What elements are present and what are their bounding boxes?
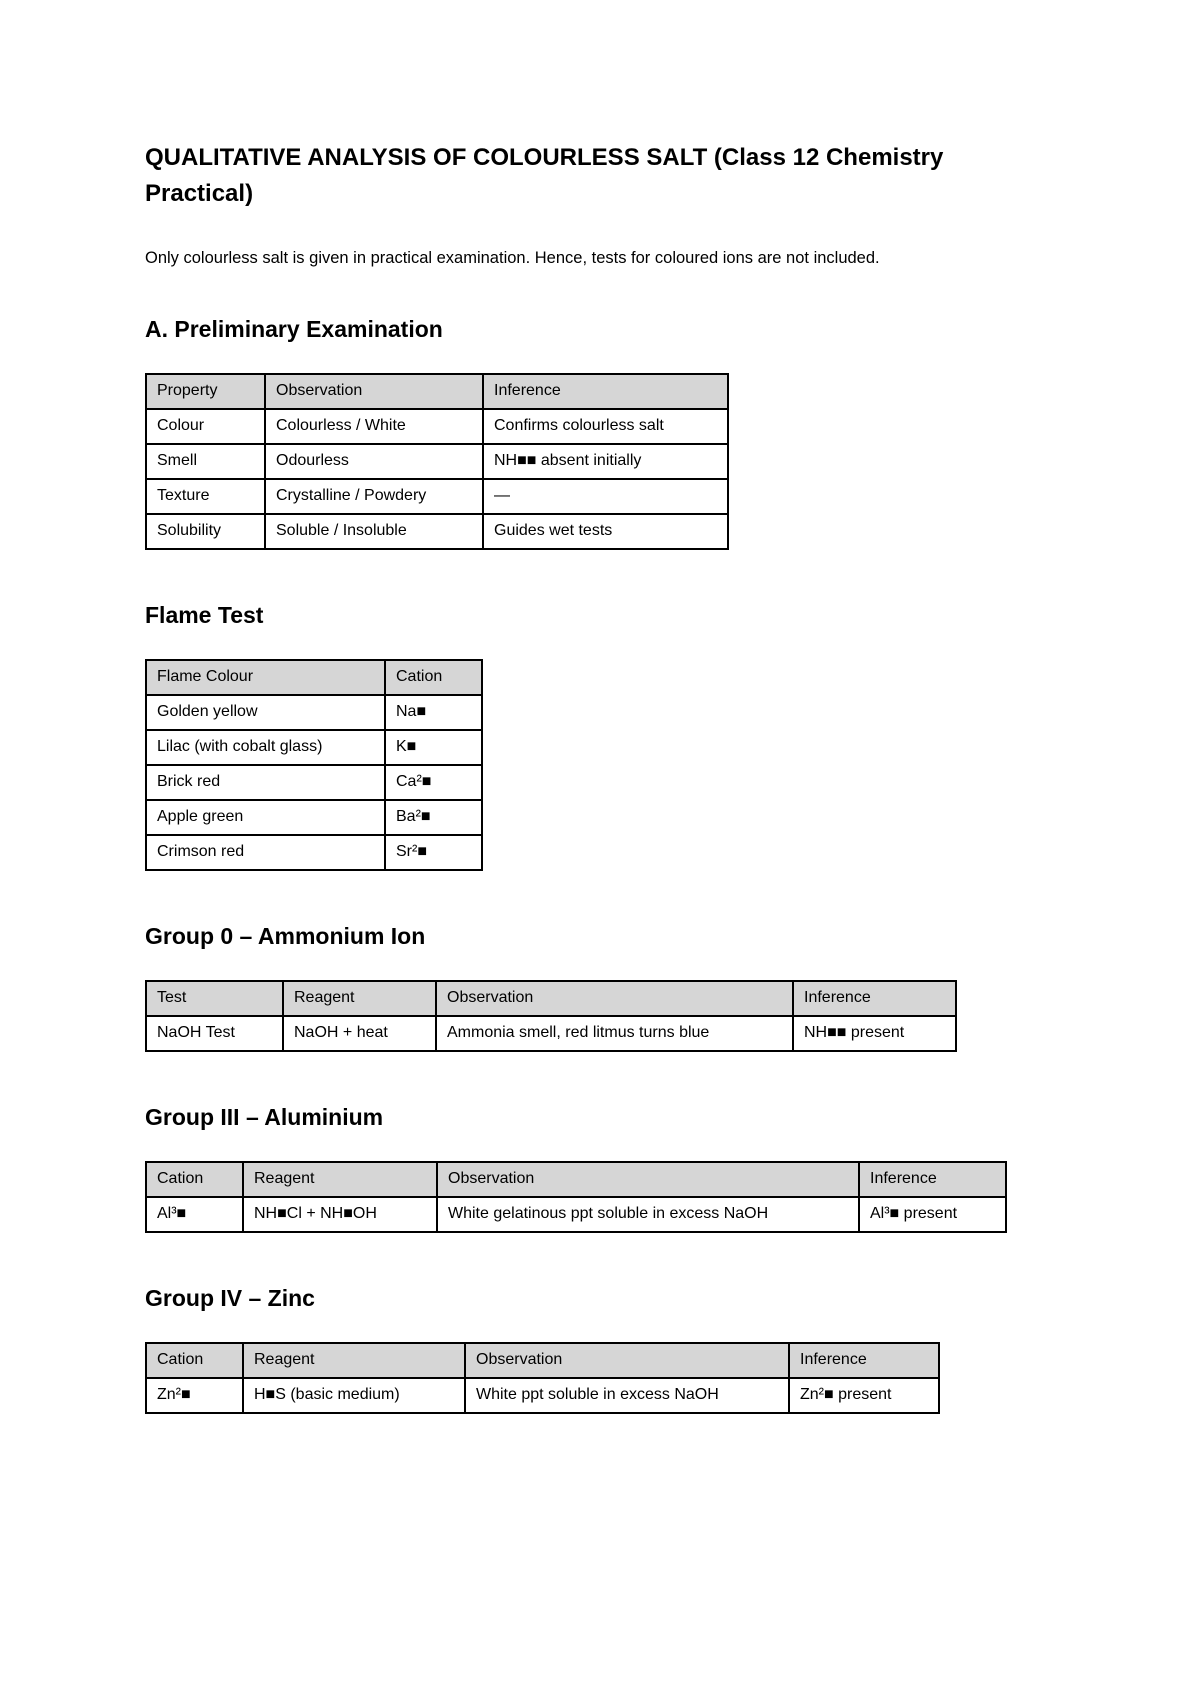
table-cell: Na■ — [385, 695, 482, 730]
table-cell: Zn²■ present — [789, 1378, 939, 1413]
table-cell: NaOH Test — [146, 1016, 283, 1051]
preliminary-examination-table — [145, 373, 729, 550]
table-row — [146, 409, 728, 444]
table-cell: White ppt soluble in excess NaOH — [465, 1378, 789, 1413]
table-cell: — — [483, 479, 728, 514]
table-row — [146, 730, 482, 765]
table-header-cell: Observation — [437, 1162, 859, 1197]
table-header-row — [146, 1162, 1006, 1197]
table-header-cell: Cation — [146, 1343, 243, 1378]
table-cell: Colourless / White — [265, 409, 483, 444]
table-header-cell: Reagent — [283, 981, 436, 1016]
table-header-row — [146, 1343, 939, 1378]
table-cell: NH■■ present — [793, 1016, 956, 1051]
table-row — [146, 800, 482, 835]
table-cell: Brick red — [146, 765, 385, 800]
table-header-cell: Inference — [789, 1343, 939, 1378]
intro-paragraph: Only colourless salt is given in practical examination. Hence, tests for coloured ions are not included. — [145, 249, 880, 267]
table-cell: Al³■ — [146, 1197, 243, 1232]
table-cell: Sr²■ — [385, 835, 482, 870]
table-row — [146, 1197, 1006, 1232]
table-header-cell: Reagent — [243, 1162, 437, 1197]
table-header-cell: Observation — [265, 374, 483, 409]
table-cell: Guides wet tests — [483, 514, 728, 549]
table-cell: H■S (basic medium) — [243, 1378, 465, 1413]
table-cell: Lilac (with cobalt glass) — [146, 730, 385, 765]
table-header-cell: Inference — [483, 374, 728, 409]
table-header-cell: Inference — [793, 981, 956, 1016]
table-header-cell: Cation — [385, 660, 482, 695]
table-cell: Al³■ present — [859, 1197, 1006, 1232]
flame-test-table — [145, 659, 483, 871]
table-cell: NaOH + heat — [283, 1016, 436, 1051]
table-cell: Soluble / Insoluble — [265, 514, 483, 549]
table-row — [146, 479, 728, 514]
table-cell: NH■■ absent initially — [483, 444, 728, 479]
table-cell: Ammonia smell, red litmus turns blue — [436, 1016, 793, 1051]
table-cell: Crimson red — [146, 835, 385, 870]
table-header-cell: Property — [146, 374, 265, 409]
table-cell: Ca²■ — [385, 765, 482, 800]
table-cell: Crystalline / Powdery — [265, 479, 483, 514]
table-header-cell: Test — [146, 981, 283, 1016]
table-header-cell: Reagent — [243, 1343, 465, 1378]
section-heading-group-0-ammonium-ion: Group 0 – Ammonium Ion — [145, 922, 426, 949]
table-cell: K■ — [385, 730, 482, 765]
table-cell: Odourless — [265, 444, 483, 479]
table-header-cell: Observation — [436, 981, 793, 1016]
table-cell: Apple green — [146, 800, 385, 835]
group-0-ammonium-table — [145, 980, 957, 1052]
table-cell: Zn²■ — [146, 1378, 243, 1413]
section-heading-group-iii-aluminium: Group III – Aluminium — [145, 1103, 384, 1130]
table-cell: Texture — [146, 479, 265, 514]
table-cell: Ba²■ — [385, 800, 482, 835]
table-row — [146, 835, 482, 870]
table-row — [146, 1016, 956, 1051]
table-header-cell: Inference — [859, 1162, 1006, 1197]
table-row — [146, 444, 728, 479]
table-cell: Colour — [146, 409, 265, 444]
section-heading-preliminary-examination: A. Preliminary Examination — [145, 315, 443, 342]
table-cell: Confirms colourless salt — [483, 409, 728, 444]
table-cell: NH■Cl + NH■OH — [243, 1197, 437, 1232]
table-row — [146, 1378, 939, 1413]
section-heading-group-iv-zinc: Group IV – Zinc — [145, 1284, 315, 1311]
table-row — [146, 514, 728, 549]
table-row — [146, 695, 482, 730]
table-header-row — [146, 660, 482, 695]
table-header-cell: Flame Colour — [146, 660, 385, 695]
table-header-row — [146, 374, 728, 409]
section-heading-flame-test: Flame Test — [145, 601, 264, 628]
table-header-cell: Cation — [146, 1162, 243, 1197]
group-iv-zinc-table — [145, 1342, 940, 1414]
group-iii-aluminium-table — [145, 1161, 1007, 1233]
table-cell: Golden yellow — [146, 695, 385, 730]
table-header-cell: Observation — [465, 1343, 789, 1378]
table-cell: Solubility — [146, 514, 265, 549]
table-cell: White gelatinous ppt soluble in excess NaOH — [437, 1197, 859, 1232]
table-cell: Smell — [146, 444, 265, 479]
table-row — [146, 765, 482, 800]
document-title: QUALITATIVE ANALYSIS OF COLOURLESS SALT (Class 12 Chemistry Practical) — [145, 144, 944, 207]
table-header-row — [146, 981, 956, 1016]
